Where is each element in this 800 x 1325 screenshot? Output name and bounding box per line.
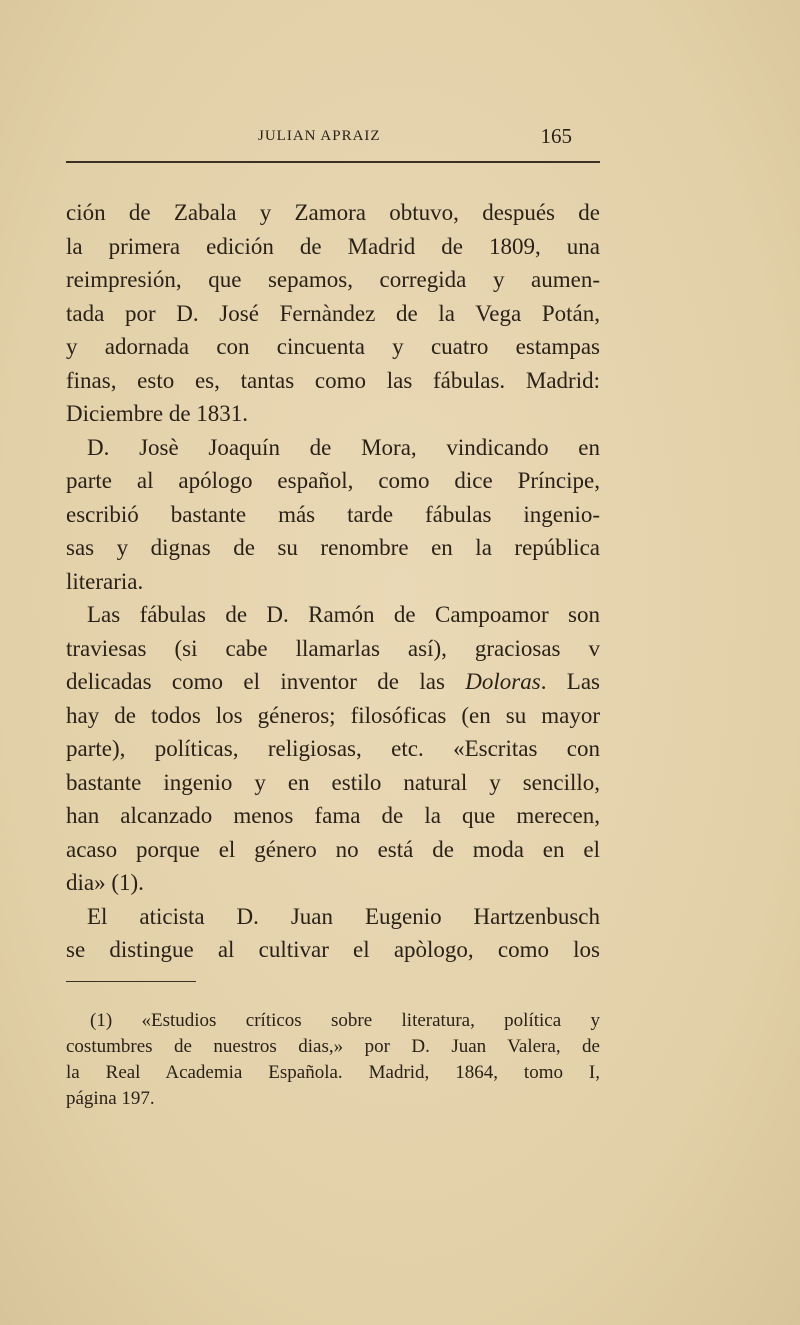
text-line: bastante ingenio y en estilo natural y sencillo, [66,769,600,795]
text-line: dia» (1). [66,870,144,895]
text-line: tada por D. José Fernàndez de la Vega Potán, [66,300,600,326]
text-line: Las fábulas de D. Ramón de Campoamor son [87,602,600,627]
footnote-line: página 197. [66,1088,155,1109]
text-line: han alcanzado menos fama de la que merecen, [66,803,600,828]
text-line: Diciembre de 1831. [66,401,249,426]
text-line: hay de todos los géneros; filosóficas (en su mayor [66,702,600,728]
footnote-line: costumbres de nuestros dias,» por D. Juan Valera, de [66,1036,600,1057]
footnote-line: la Real Academia Española. Madrid, 1864, tomo I, [66,1062,600,1083]
footnote-rule [66,981,196,982]
text-line: delicadas como el inventor de las Doloras. Las [66,669,600,694]
text-line: sas y dignas de su renombre en la república [66,535,600,560]
text-line: parte al apólogo español, como dice Príncipe, [66,468,600,493]
page-header [66,124,600,150]
text-line: finas, esto es, tantas como las fábulas. Madrid: [66,367,600,393]
footnote-line: (1) «Estudios críticos sobre literatura, política y [90,1010,600,1031]
page-number: 165 [540,124,572,148]
text-line: parte), políticas, religiosas, etc. «Escritas con [66,736,600,761]
text-line: literaria. [66,568,144,594]
body-text [66,196,600,967]
text-line: traviesas (si cabe llamarlas así), graciosas v [66,635,600,661]
text-line: escribió bastante más tarde fábulas ingenio- [66,501,600,527]
text-line: El aticista D. Juan Eugenio Hartzenbusch [87,903,600,929]
header-rule [66,161,600,163]
text-line: la primera edición de Madrid de 1809, una [66,233,600,259]
text-line: reimpresión, que sepamos, corregida y aumen- [66,267,600,292]
italic-title: Doloras [465,669,541,694]
text-line: se distingue al cultivar el apòlogo, como los [66,937,600,962]
text-line: ción de Zabala y Zamora obtuvo, después de [66,200,600,225]
text-line: y adornada con cincuenta y cuatro estampas [66,334,600,359]
text-line: D. Josè Joaquín de Mora, vindicando en [87,434,600,460]
text-line: acaso porque el género no está de moda en el [66,836,600,862]
running-title: JULIAN APRAIZ [258,128,381,144]
footnotes [66,1008,600,1112]
